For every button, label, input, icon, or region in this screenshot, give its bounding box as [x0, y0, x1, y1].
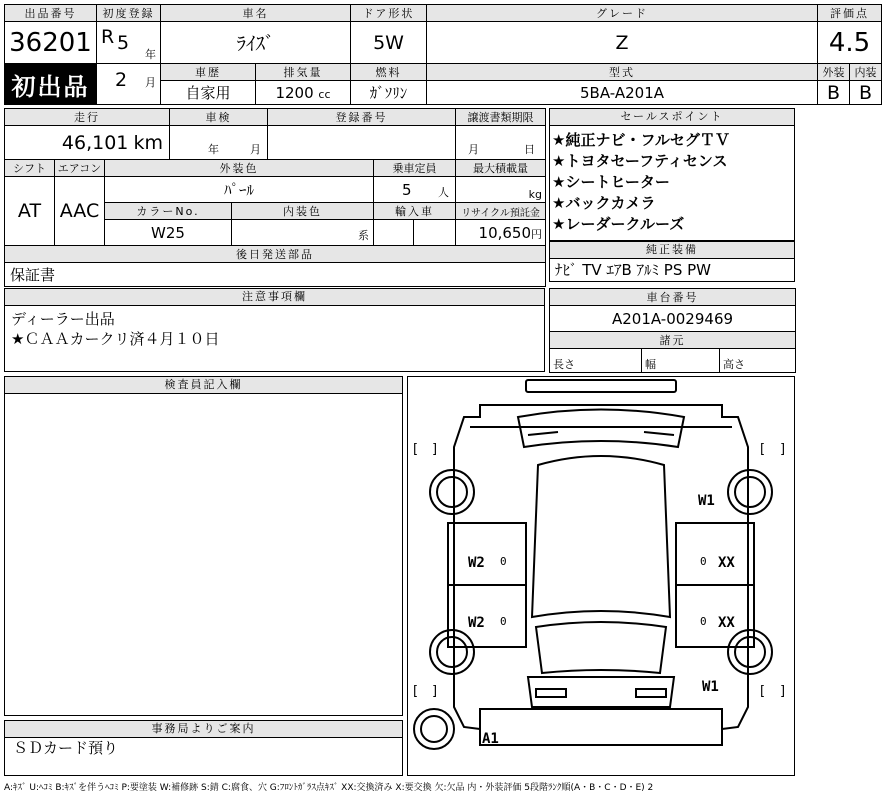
hood [518, 410, 684, 448]
office-title: 事務局よりご案内 [5, 721, 402, 738]
inspector-title: 検査員記入欄 [5, 377, 402, 394]
first-registration-label: 初度登録 [97, 5, 161, 22]
history-label: 車歴 [161, 64, 256, 81]
right-rear-door [676, 585, 754, 647]
specs-label: 諸元 [550, 332, 796, 349]
width-label: 幅 [642, 349, 720, 373]
fuel: ｶﾞｿﾘﾝ [351, 81, 427, 105]
first-registration-year [97, 22, 161, 64]
notes-box [4, 288, 545, 372]
lot-number: 36201 [5, 22, 97, 64]
front-bumper [526, 380, 676, 392]
capacity-unit: 人 [438, 186, 450, 199]
recycle-fee [456, 220, 546, 246]
left-rear-wheel-inner [437, 637, 467, 667]
header-table [4, 4, 882, 105]
fuel-label: 燃料 [351, 64, 427, 81]
era: R [101, 26, 115, 48]
first-listing-badge: 初出品 [5, 64, 97, 105]
note-line: ★ＣＡＡカークリ済４月１０日 [11, 330, 220, 348]
color-number-label: カラーNo. [105, 203, 232, 220]
recycle-fee-unit: 円 [531, 228, 543, 241]
mark-left-rear-door: W2 [468, 615, 485, 631]
grade: Z [427, 22, 818, 64]
color-number: W25 [105, 220, 232, 246]
sales-points-list [550, 126, 794, 235]
inspection-month-unit: 月 [250, 143, 261, 156]
bracket: [ [413, 684, 419, 699]
exterior-color: ﾊﾟｰﾙ [105, 177, 374, 203]
exterior-grade: B [818, 81, 850, 105]
equipment-box [549, 241, 795, 282]
car-diagram-box [407, 376, 795, 776]
capacity-label: 乗車定員 [374, 160, 456, 177]
inspection-date [170, 126, 268, 160]
sales-points-box [549, 108, 795, 241]
interior-color-label: 内装色 [232, 203, 374, 220]
first-registration-month [97, 64, 161, 105]
transfer-deadline [456, 126, 546, 160]
displacement-label: 排気量 [256, 64, 351, 81]
equipment-value: ﾅﾋﾞ TV ｴｱB ｱﾙﾐ PS PW [555, 261, 711, 279]
mark-spare-area: A1 [482, 731, 499, 747]
sales-point-item: ★バックカメラ [552, 194, 656, 212]
bracket: [ [760, 684, 766, 699]
mark-left-front-door: W2 [468, 555, 485, 571]
inspection-year-unit: 年 [208, 143, 219, 156]
legend: A:ｷｽﾞ U:ﾍｺﾐ B:ｷｽﾞを伴うﾍｺﾐ P:要塗装 W:補修跡 S:錆 C:腐食、穴 G:ﾌﾛﾝﾄｶﾞﾗｽ点ｷｽﾞ XX:交換済み X:要交換 欠:欠品 内・外装評価 5段階ﾗﾝｸ順(A・B・C・D・E) 2 [4, 783, 654, 793]
door-type: 5W [351, 22, 427, 64]
notes-title: 注意事項欄 [5, 289, 544, 306]
trunk-floor [480, 709, 722, 745]
left-rear-door [448, 585, 526, 647]
chassis-label: 車台番号 [550, 289, 796, 306]
year-unit: 年 [145, 48, 156, 61]
spare-wheel-inner [421, 716, 447, 742]
bracket: ] [432, 684, 438, 699]
transfer-month-unit: 月 [468, 143, 480, 156]
model: 5BA-A201A [427, 81, 818, 105]
registration-month: 2 [115, 69, 128, 91]
details-table [4, 108, 546, 287]
exterior-color-label: 外装色 [105, 160, 374, 177]
right-rear-wheel-inner [735, 637, 765, 667]
history: 自家用 [161, 81, 256, 105]
inspector-box [4, 376, 403, 716]
car-name-label: 車名 [161, 5, 351, 22]
import-box-1 [374, 220, 414, 246]
car-diagram [408, 377, 794, 775]
length-label: 長さ [550, 349, 642, 373]
model-label: 型式 [427, 64, 818, 81]
chassis-table [549, 288, 796, 373]
rear-light-left [536, 689, 566, 697]
chassis-number: A201A-0029469 [550, 306, 796, 332]
mark-right-rear-door-code: 0 [700, 615, 707, 628]
right-front-wheel-inner [735, 477, 765, 507]
transfer-day-unit: 日 [524, 143, 536, 156]
height-label: 高さ [720, 349, 796, 373]
mark-right-front-door: XX [718, 555, 735, 571]
right-front-door [676, 523, 754, 585]
sales-point-item: ★トヨタセーフティセンス [552, 152, 728, 170]
left-front-door [448, 523, 526, 585]
later-parts: 保証書 [5, 263, 546, 287]
mileage [5, 126, 170, 160]
rear-glass [536, 622, 666, 673]
plate-label: 登録番号 [268, 109, 456, 126]
max-load-unit: kg [528, 188, 543, 201]
car-name: ﾗｲｽﾞ [161, 22, 351, 64]
bracket: ] [432, 442, 438, 457]
mark-right-rear-fender: W1 [702, 679, 719, 695]
trunk [528, 677, 674, 707]
bracket: ] [780, 684, 786, 699]
interior-color [232, 220, 374, 246]
mark-right-rear-door: XX [718, 615, 735, 631]
equipment-title: 純正装備 [550, 242, 794, 259]
recycle-fee-value: 10,650 [478, 224, 532, 242]
plate-number [268, 126, 456, 160]
transfer-deadline-label: 譲渡書類期限 [456, 109, 546, 126]
later-parts-label: 後日発送部品 [5, 246, 546, 263]
inspection-label: 車検 [170, 109, 268, 126]
interior-label: 内装 [850, 64, 882, 81]
mark-left-front-door-code: 0 [500, 555, 507, 568]
lot-number-label: 出品番号 [5, 5, 97, 22]
registration-year: 5 [117, 32, 130, 54]
score: 4.5 [818, 22, 882, 64]
door-type-label: ドア形状 [351, 5, 427, 22]
displacement-unit: cc [318, 87, 331, 101]
office-box [4, 720, 403, 776]
interior-color-unit: 系 [358, 229, 369, 242]
mileage-label: 走行 [5, 109, 170, 126]
import-label: 輸入車 [374, 203, 456, 220]
shift: AT [5, 177, 55, 246]
shift-label: シフト [5, 160, 55, 177]
left-front-wheel-inner [437, 477, 467, 507]
grade-label: グレード [427, 5, 818, 22]
sales-points-title: セールスポイント [550, 109, 794, 126]
bracket: [ [760, 442, 766, 457]
sales-point-item: ★シートヒーター [552, 173, 670, 191]
score-label: 評価点 [818, 5, 882, 22]
air-conditioner: AAC [55, 177, 105, 246]
bracket: ] [780, 442, 786, 457]
capacity-value: 5 [402, 181, 412, 199]
interior-grade: B [850, 81, 882, 105]
import-box-2 [414, 220, 456, 246]
max-load-label: 最大積載量 [456, 160, 546, 177]
mark-right-front-door-code: 0 [700, 555, 707, 568]
sales-point-item: ★純正ナビ・フルセグＴＶ [552, 131, 730, 149]
bracket: [ [413, 442, 419, 457]
windshield-line [528, 432, 674, 435]
note-line: ディーラー出品 [11, 310, 115, 328]
roof [532, 456, 670, 617]
notes-list [5, 306, 544, 349]
mark-left-rear-door-code: 0 [500, 615, 507, 628]
sales-point-item: ★レーダークルーズ [552, 215, 685, 233]
mileage-value: 46,101 [61, 131, 129, 154]
exterior-label: 外装 [818, 64, 850, 81]
rear-light-right [636, 689, 666, 697]
mileage-unit: km [133, 131, 163, 154]
ac-label: エアコン [55, 160, 105, 177]
month-unit: 月 [145, 76, 156, 89]
displacement [256, 81, 351, 105]
office-message: ＳＤカード預り [13, 739, 119, 757]
displacement-value: 1200 [275, 83, 314, 102]
max-load [456, 177, 546, 203]
mark-right-front-fender: W1 [698, 493, 715, 509]
recycle-label: リサイクル預託金 [456, 203, 546, 220]
capacity [374, 177, 456, 203]
